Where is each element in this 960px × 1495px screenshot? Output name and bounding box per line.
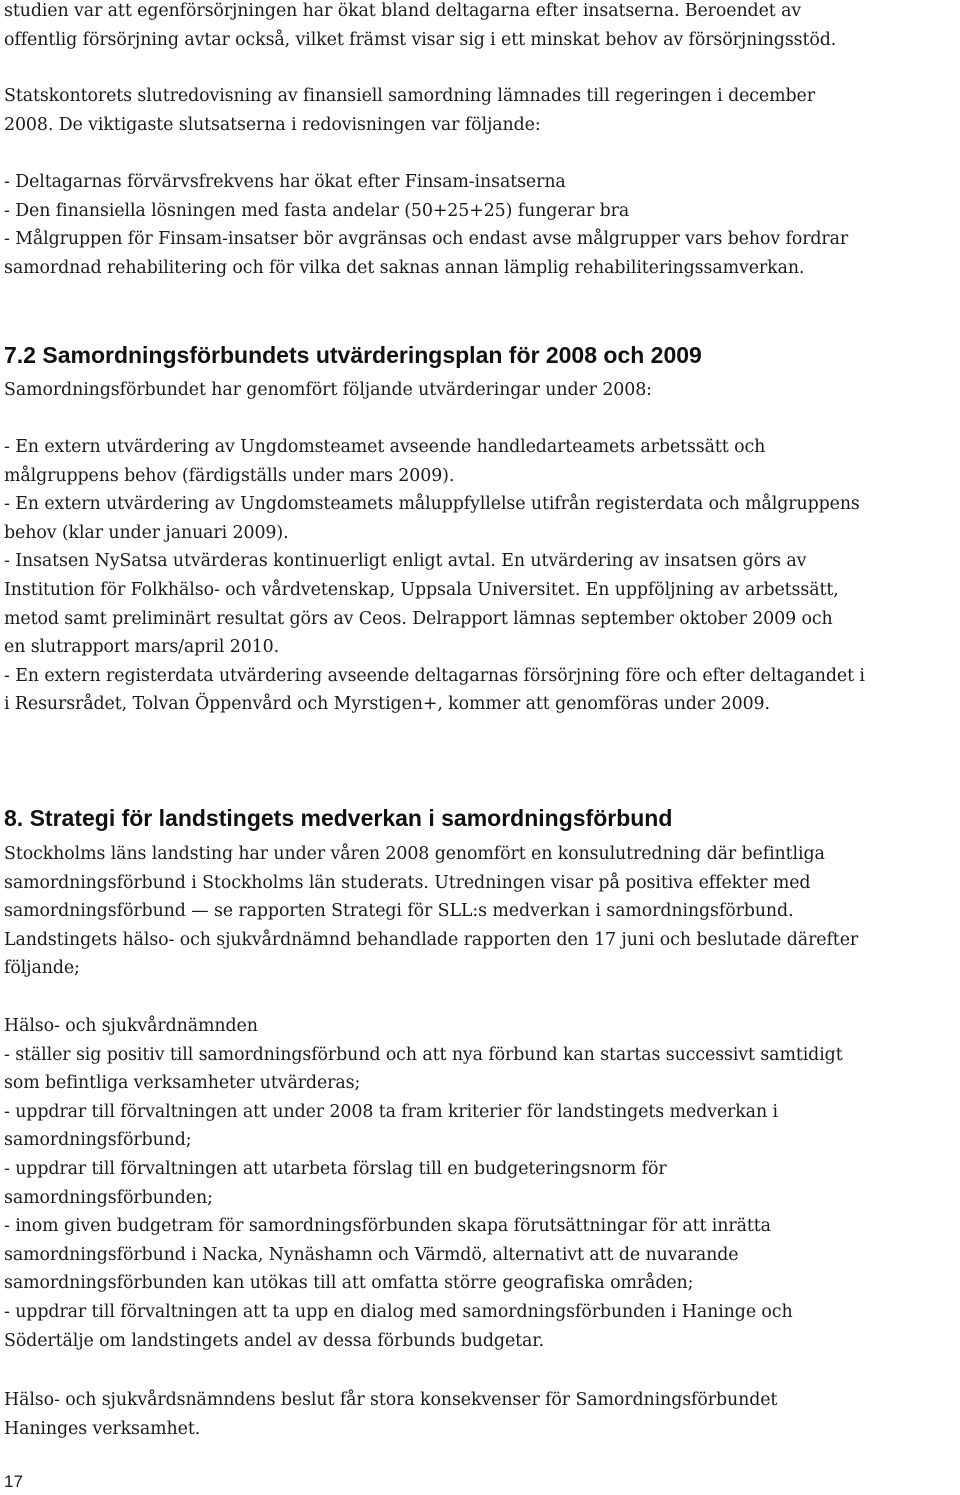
section-7-2-evaluations (4, 433, 865, 719)
list-item: samordningsförbunden kan utökas till att omfatta större geografiska områden; (4, 1273, 694, 1294)
list-item: - Insatsen NySatsa utvärderas kontinuerligt enligt avtal. En utvärdering av insatsen görs av (4, 551, 807, 572)
section-7-2-intro (4, 376, 652, 405)
list-item: målgruppens behov (färdigställs under mars 2009). (4, 465, 455, 486)
text-line: Landstingets hälso- och sjukvårdnämnd behandlade rapporten den 17 juni och beslutade därefter (4, 929, 859, 950)
list-item: - uppdrar till förvaltningen att under 2008 ta fram kriterier för landstingets medverkan i (4, 1101, 778, 1122)
list-item: Södertälje om landstingets andel av dessa förbunds budgetar. (4, 1330, 545, 1351)
list-item: samordningsförbund; (4, 1130, 192, 1151)
list-item: som befintliga verksamheter utvärderas; (4, 1073, 361, 1094)
text-line: samordningsförbund — se rapporten Strategi för SLL:s medverkan i samordningsförbund. (4, 901, 794, 922)
list-item: - uppdrar till förvaltningen att utarbeta förslag till en budgeteringsnorm för (4, 1158, 667, 1179)
list-item: samordnad rehabilitering och för vilka det saknas annan lämplig rehabiliteringssamverkan. (4, 257, 805, 278)
page-number: 17 (4, 1472, 23, 1491)
text-line: Hälso- och sjukvårdnämnden (4, 1016, 258, 1036)
list-item: samordningsförbunden; (4, 1187, 213, 1208)
list-item: - uppdrar till förvaltningen att ta upp en dialog med samordningsförbunden i Haninge och (4, 1301, 793, 1322)
list-item: - En extern utvärdering av Ungdomsteamets måluppfyllelse utifrån registerdata och målgruppens (4, 494, 860, 515)
text-line: Hälso- och sjukvårdsnämndens beslut får stora konsekvenser för Samordningsförbundet (4, 1390, 778, 1410)
list-item: - Målgruppen för Finsam-insatser bör avgränsas och endast avse målgrupper vars behov fordrar (4, 229, 849, 250)
section-7-2-heading: 7.2 Samordningsförbundets utvärderingsplan för 2008 och 2009 (4, 342, 702, 368)
text-line: Statskontorets slutredovisning av finansiell samordning lämnades till regeringen i december (4, 86, 815, 106)
list-item: i Resursrådet, Tolvan Öppenvård och Myrstigen+, kommer att genomföras under 2009. (4, 694, 770, 715)
list-item: - En extern registerdata utvärdering avseende deltagarnas försörjning före och efter deltagandet i (4, 665, 865, 686)
section-8-body (4, 840, 858, 983)
list-item: - Deltagarnas förvärvsfrekvens har ökat efter Finsam-insatserna (4, 172, 566, 192)
list-item: Institution för Folkhälso- och vårdvetenskap, Uppsala Universitet. En uppföljning av arbetssätt, (4, 579, 839, 600)
list-item: - ställer sig positiv till samordningsförbund och att nya förbund kan startas successivt samtidigt (4, 1044, 843, 1065)
text-line: offentlig försörjning avtar också, vilket främst visar sig i ett minskat behov av försörjningsstöd. (4, 29, 837, 50)
text-line: följande; (4, 958, 80, 979)
list-item: en slutrapport mars/april 2010. (4, 637, 280, 658)
section-8-decisions (4, 1012, 843, 1355)
section-8-heading: 8. Strategi för landstingets medverkan i samordningsförbund (4, 805, 673, 831)
list-item: metod samt preliminärt resultat görs av Ceos. Delrapport lämnas september oktober 2009 och (4, 608, 833, 629)
list-item: samordningsförbund i Nacka, Nynäshamn och Värmdö, alternativt att de nuvarande (4, 1244, 739, 1265)
intro-paragraph (4, 0, 836, 54)
section-8-closing (4, 1386, 777, 1443)
list-item: - En extern utvärdering av Ungdomsteamet avseende handledarteamets arbetssätt och (4, 437, 766, 457)
statskontoret-paragraph (4, 82, 815, 139)
list-item: - inom given budgetram för samordningsförbunden skapa förutsättningar för att inrätta (4, 1216, 771, 1237)
conclusions-list (4, 168, 848, 282)
text-line: Samordningsförbundet har genomfört följande utvärderingar under 2008: (4, 380, 652, 400)
text-line: studien var att egenförsörjningen har ökat bland deltagarna efter insatserna. Beroendet av (4, 1, 802, 21)
text-line: Haninges verksamhet. (4, 1418, 201, 1439)
text-line: samordningsförbund i Stockholms län studerats. Utredningen visar på positiva effekter med (4, 872, 811, 893)
text-line: Stockholms läns landsting har under våren 2008 genomfört en konsulutredning där befintliga (4, 844, 825, 864)
text-line: 2008. De viktigaste slutsatserna i redovisningen var följande: (4, 114, 541, 135)
list-item: - Den finansiella lösningen med fasta andelar (50+25+25) fungerar bra (4, 200, 630, 221)
list-item: behov (klar under januari 2009). (4, 522, 289, 543)
